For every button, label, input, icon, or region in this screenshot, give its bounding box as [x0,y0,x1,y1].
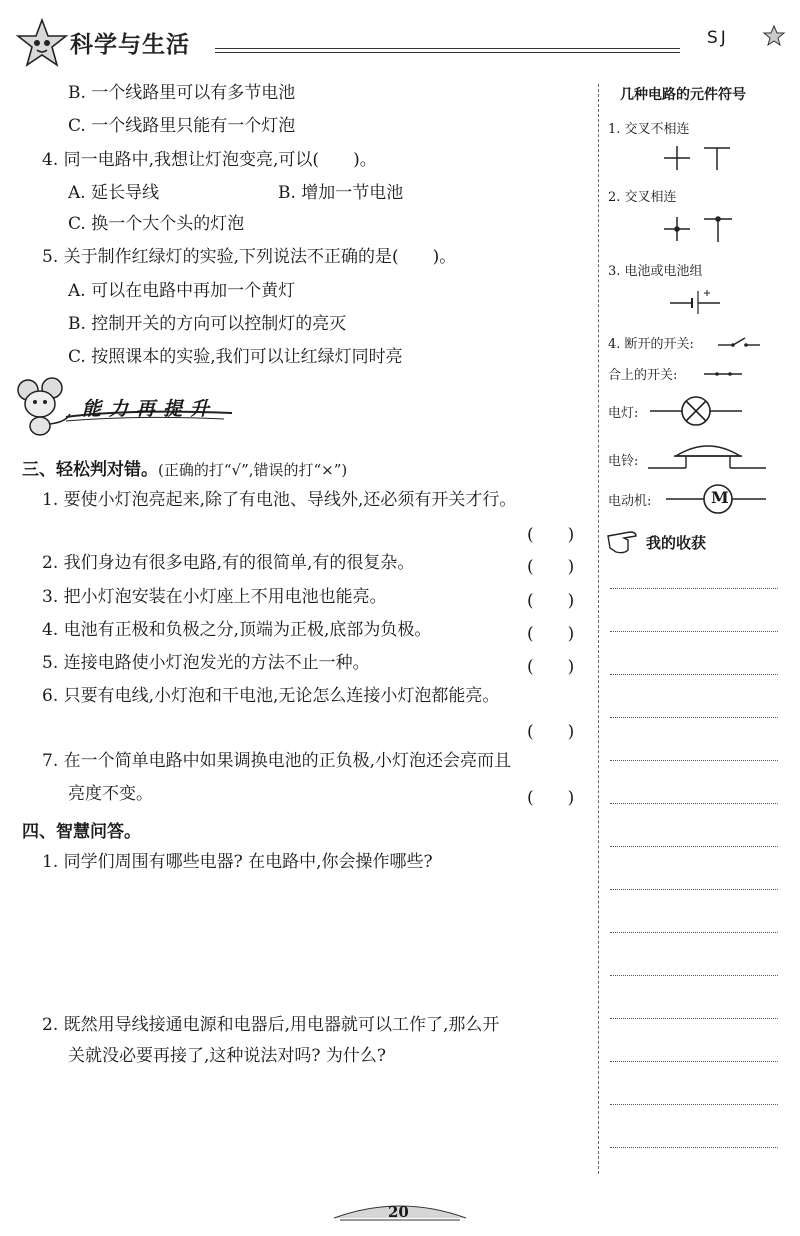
judge-item-4: 4. 电池有正极和负极之分,顶端为正极,底部为负极。 [42,620,432,640]
answer-paren-4[interactable]: ( ) [527,624,575,644]
q4-option-b: B. 增加一节电池 [278,183,404,203]
answer-paren-2[interactable]: ( ) [527,557,575,577]
header-title: 科学与生活 [70,32,190,58]
answer-paren-7[interactable]: ( ) [527,788,575,808]
judge-item-7-cont: 亮度不变。 [68,784,153,804]
symbol-label-2: 2. 交叉相连 [608,190,677,205]
writing-line[interactable] [610,803,778,804]
battery-icon [668,288,732,314]
bell-label: 电铃: [608,454,639,469]
q5-option-c: C. 按照课本的实验,我们可以让红绿灯同时亮 [68,347,403,367]
header-divider-2 [215,52,680,53]
writing-line[interactable] [610,889,778,890]
symbol-label-3: 3. 电池或电池组 [608,264,703,279]
q4-option-c: C. 换一个大个头的灯泡 [68,214,245,234]
symbol-label-4a: 4. 断开的开关: [608,337,694,352]
judge-item-7: 7. 在一个简单电路中如果调换电池的正负极,小灯泡还会亮而且 [42,751,512,771]
section-4-title: 四、智慧问答。 [22,822,141,842]
writing-line[interactable] [610,631,778,632]
q5-option-a: A. 可以在电路中再加一个黄灯 [68,281,296,301]
judge-item-1: 1. 要使小灯泡亮起来,除了有电池、导线外,还必须有开关才行。 [42,490,517,510]
qa-question-1: 1. 同学们周围有哪些电器? 在电路中,你会操作哪些? [42,852,433,872]
mascot-logo-icon [14,18,70,70]
sidebar-divider [598,84,599,1174]
answer-area-2[interactable] [42,1075,582,1175]
writing-line[interactable] [610,1061,778,1062]
writing-line[interactable] [610,760,778,761]
question-4: 4. 同一电路中,我想让灯泡变亮,可以( )。 [42,150,377,170]
writing-line[interactable] [610,932,778,933]
writing-line[interactable] [610,588,778,589]
header-star-icon [762,24,786,48]
sidebar-title: 几种电路的元件符号 [620,87,746,103]
section-3-note: (正确的打“√”,错误的打“×”) [158,461,348,479]
writing-line[interactable] [610,1018,778,1019]
symbol-label-1: 1. 交叉不相连 [608,122,690,137]
symbol-label-4b: 合上的开关: [608,368,678,383]
answer-paren-3[interactable]: ( ) [527,591,575,611]
writing-line[interactable] [610,1104,778,1105]
banner-title: 能力再提升 [82,398,218,420]
lamp-icon [650,394,746,428]
header-divider [215,48,680,49]
bell-icon [648,440,768,474]
judge-item-3: 3. 把小灯泡安装在小灯座上不用电池也能亮。 [42,587,387,607]
option-b-line: B. 一个线路里可以有多节电池 [68,83,296,103]
writing-line[interactable] [610,717,778,718]
writing-line[interactable] [610,975,778,976]
open-switch-icon [718,334,762,352]
q4-option-a: A. 延长导线 [68,183,160,203]
motor-label: 电动机: [608,494,652,509]
pointing-hand-icon [606,528,644,556]
section-3-title [22,455,347,480]
motor-symbol-letter: M [711,488,729,507]
q5-option-b: B. 控制开关的方向可以控制灯的亮灭 [68,314,347,334]
judge-item-5: 5. 连接电路使小灯泡发光的方法不止一种。 [42,653,370,673]
answer-paren-1[interactable]: ( ) [527,525,575,545]
judge-item-6: 6. 只要有电线,小灯泡和干电池,无论怎么连接小灯泡都能亮。 [42,686,500,706]
header-code: SJ [707,28,729,48]
qa-question-2-cont: 关就没必要再接了,这种说法对吗? 为什么? [68,1046,387,1066]
harvest-heading: 我的收获 [646,534,707,552]
closed-switch-icon [704,366,744,380]
option-c-line: C. 一个线路里只能有一个灯泡 [68,116,296,136]
writing-line[interactable] [610,674,778,675]
answer-paren-6[interactable]: ( ) [527,722,575,742]
writing-line[interactable] [610,1147,778,1148]
page-number: 20 [388,1203,409,1221]
cross-not-connected-icon [660,144,740,172]
answer-area-1[interactable] [42,880,582,1000]
qa-question-2: 2. 既然用导线接通电源和电器后,用电器就可以工作了,那么开 [42,1015,500,1035]
cross-connected-icon [660,214,740,244]
section-3-heading: 三、轻松判对错。 [22,460,158,480]
question-5: 5. 关于制作红绿灯的实验,下列说法不正确的是( )。 [42,247,457,267]
answer-paren-5[interactable]: ( ) [527,657,575,677]
writing-line[interactable] [610,846,778,847]
lamp-label: 电灯: [608,406,639,421]
judge-item-2: 2. 我们身边有很多电路,有的很简单,有的很复杂。 [42,553,415,573]
